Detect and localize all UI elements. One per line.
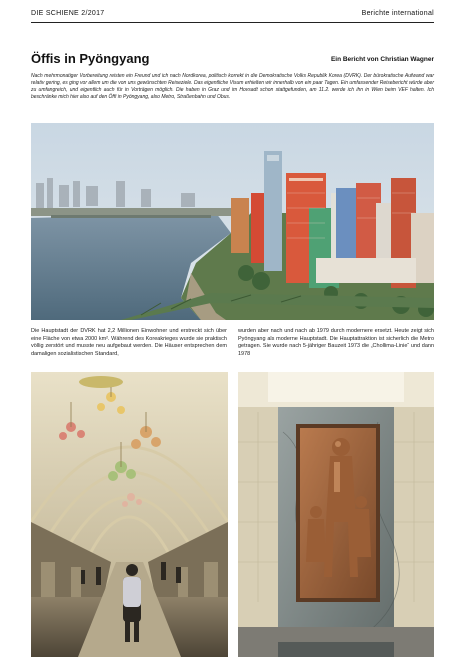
- article-intro: Nach mehrmonatiger Vorbereitung reisten ein Freund und ich nach Nordkorea, politisch korrekt in die Demokratische Volks Republik Korea (DVRK). Der bürokratische Aufwand war relativ gering, es ging vor allem um die von uns gewünschten Reiseziele. Das eigentliche Visum erhielten wir innerhalb von ein paar Tagen. Ein umfassender Reisebericht würde aber zu umfangreich, und eigentlich auch für in Vorträgen möglich. Die haben in Graz und im Hovsadt schon stattgefunden, am 11.2. werde ich ihn in Wien beim VEF halten. Ich beschränke mich hier also auf den Öffi in Pyöngyang, also Metro, Straßenbahn und Obus.: [31, 73, 434, 100]
- article-byline: Ein Bericht von Christian Wagner: [330, 56, 434, 63]
- city-skyline-photo: [31, 123, 434, 320]
- header-divider: [31, 22, 434, 23]
- section-name: Berichte international: [361, 10, 434, 17]
- article-title: Öffis in Pyöngyang: [31, 51, 150, 66]
- article-column-2: wurden aber nach und nach ab 1979 durch modernere ersetzt. Heute zeigt sich Pyöngyang als moderne Hauptstadt. Die Hauptattraktion ist sicherlich die Metro getragen. Sie wurde nach 5-jähriger Bauzeit 1973 die „Chollima-Linie“ und dann 1978: [238, 328, 434, 357]
- metro-hall-photo: [31, 372, 228, 657]
- bronze-relief-photo: [238, 372, 434, 657]
- article-column-1: Die Hauptstadt der DVRK hat 2,2 Millionen Einwohner und erstreckt sich über eine Fläche von etwa 2000 km². Während des Koreakrieges wurde sie praktisch völlig zerstört und musste neu aufgebaut werden. Die Häuser entsprechen dem damaligen sozialistischen Standard,: [31, 328, 227, 357]
- magazine-issue: DIE SCHIENE 2/2017: [31, 10, 105, 17]
